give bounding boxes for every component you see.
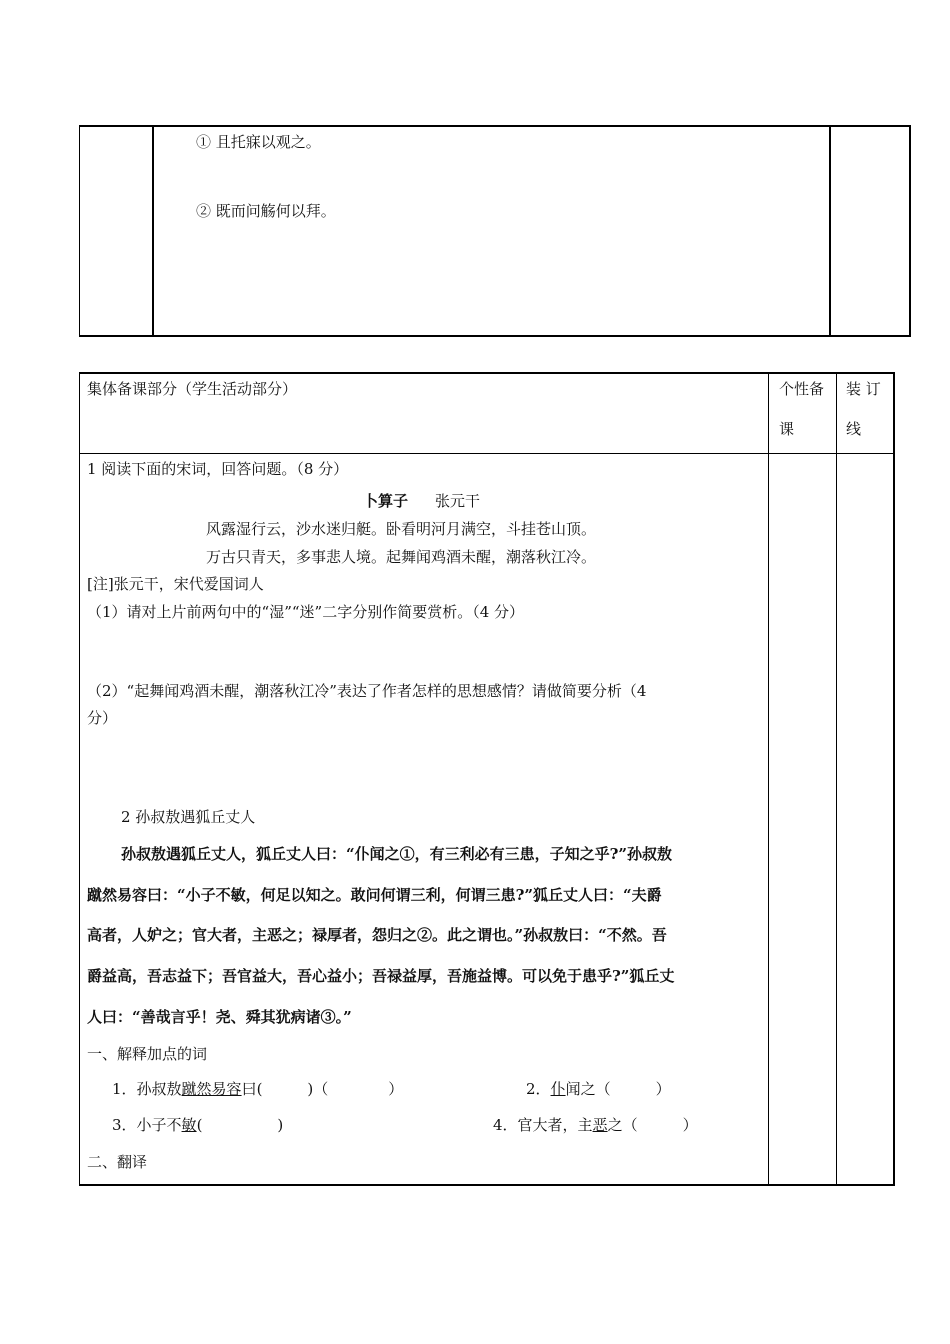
- header-personal-1: 个性备: [779, 380, 825, 398]
- header-collective: 集体备课部分（学生活动部分）: [87, 380, 298, 398]
- exercise-3: [112, 1114, 283, 1135]
- exercise-3-word: 敏: [181, 1116, 197, 1134]
- exercise-1: [112, 1078, 403, 1099]
- exercise-3-suffix: ( ): [196, 1116, 284, 1134]
- exercise-1-suffix: 曰( )（ ）: [241, 1080, 404, 1098]
- passage-line-5: 人曰：“善哉言乎！尧、舜其犹病诸③。”: [87, 1008, 352, 1026]
- question-1-2-line-2: 分）: [87, 709, 118, 727]
- passage-line-3: 高者，人妒之；官大者，主恶之；禄厚者，怨归之②。此之谓也。”孙叔敖曰：“不然。吾: [87, 926, 667, 944]
- header-binding-1: 装 订: [846, 380, 881, 398]
- exercise-1-word: 蹴然易容: [181, 1080, 242, 1098]
- exercise-4-prefix: 4．官大者，主: [493, 1116, 593, 1134]
- answer-item-2: ② 既而问觞何以拜。: [196, 202, 336, 220]
- question-1-1: （1）请对上片前两句中的“湿”“迷”二字分别作简要赏析。（4 分）: [87, 603, 525, 621]
- poem-author: 张元干: [435, 492, 481, 510]
- poem-note: [注]张元干，宋代爱国词人: [87, 575, 264, 593]
- exercise-4: [493, 1114, 698, 1135]
- poem-line-1: 风露湿行云，沙水迷归艇。卧看明河月满空，斗挂苍山顶。: [206, 520, 597, 538]
- exercise-2: [526, 1078, 671, 1099]
- question-1-2-line-1: （2）“起舞闻鸡酒未醒，潮落秋江冷”表达了作者怎样的思想感情？请做简要分析（4: [87, 682, 647, 700]
- poem-line-2: 万古只青天，多事悲人境。起舞闻鸡酒未醒，潮落秋江冷。: [206, 548, 597, 566]
- answer-item-1: ① 且托寐以观之。: [196, 133, 321, 151]
- section-explain-heading: 一、解释加点的词: [87, 1045, 208, 1063]
- exercise-2-word: 仆: [550, 1080, 566, 1098]
- passage-line-4: 爵益高，吾志益下；吾官益大，吾心益小；吾禄益厚，吾施益博。可以免于患乎?”狐丘丈: [87, 967, 675, 985]
- header-binding-2: 线: [846, 420, 862, 438]
- section-translate-heading: 二、翻译: [87, 1153, 148, 1171]
- exercise-1-prefix: 1．孙叔敖: [112, 1080, 182, 1098]
- exercise-4-suffix: 之（ ）: [607, 1116, 698, 1134]
- exercise-4-word: 恶: [592, 1116, 608, 1134]
- passage-line-1: 孙叔敖遇狐丘丈人，狐丘丈人曰：“仆闻之①，有三利必有三患，子知之乎?”孙叔敖: [121, 845, 673, 863]
- exercise-2-suffix: 闻之（ ）: [565, 1080, 671, 1098]
- poem-title: 卜算子: [363, 492, 409, 510]
- passage-line-2: 蹴然易容曰：“小子不敏，何足以知之。敢问何谓三利，何谓三患?”狐丘丈人曰：“夫爵: [87, 886, 662, 904]
- exercise-3-prefix: 3．小子不: [112, 1116, 182, 1134]
- question-1-intro: 1 阅读下面的宋词，回答问题。（8 分）: [87, 460, 349, 478]
- exercise-2-prefix: 2．: [526, 1080, 551, 1098]
- question-2-title: 2 孙叔敖遇狐丘丈人: [121, 808, 256, 826]
- header-personal-2: 课: [779, 420, 795, 438]
